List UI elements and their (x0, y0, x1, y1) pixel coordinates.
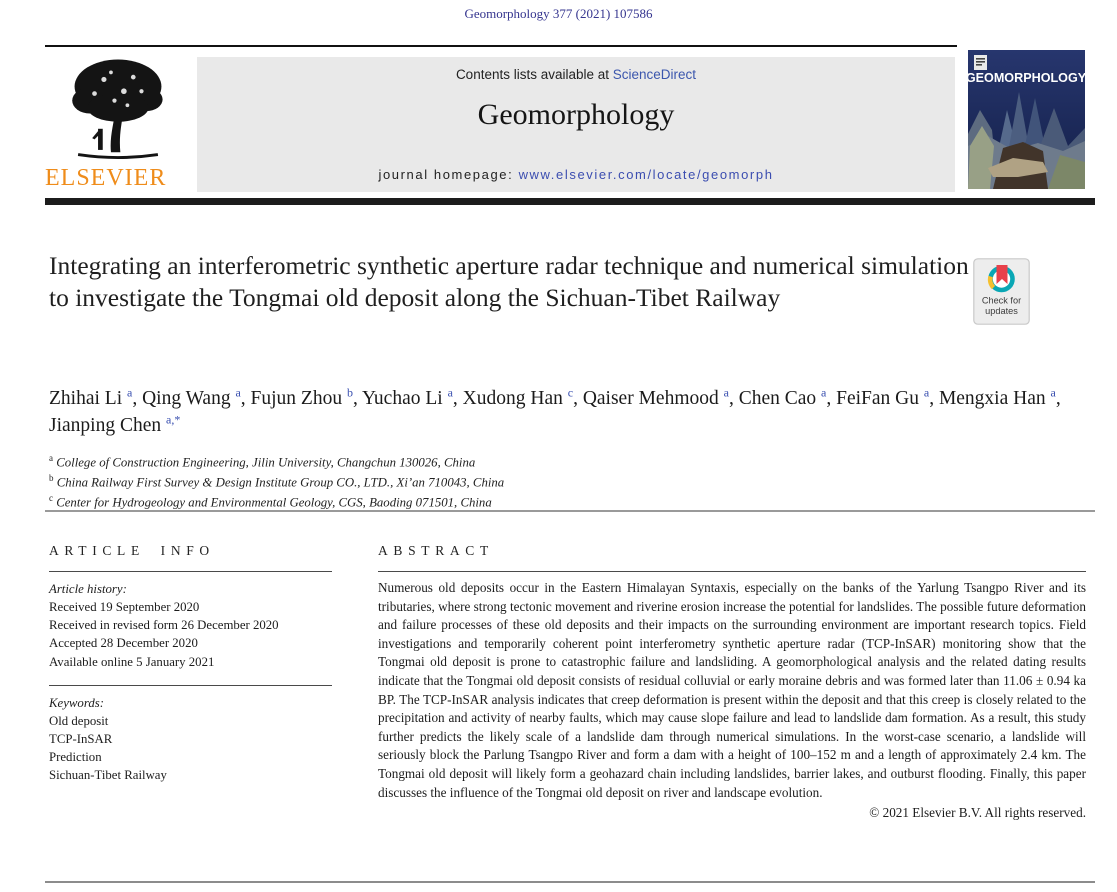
journal-citation: Geomorphology 377 (2021) 107586 (464, 6, 653, 21)
homepage-prefix: journal homepage: (378, 167, 519, 182)
abstract-rule (378, 571, 1086, 572)
author: FeiFan Gu $^a$, (836, 385, 939, 409)
elsevier-wordmark: ELSEVIER (45, 165, 167, 191)
article-title: Integrating an interferometric synthetic aperture radar technique and numerical simulation to investigate the Tongmai old deposit along the Sichuan-Tibet Railway (49, 251, 969, 313)
journal-cover-thumbnail (968, 50, 1085, 189)
article-info-section (49, 543, 332, 785)
history-line: Accepted 28 December 2020 (49, 636, 198, 651)
journal-banner (197, 57, 955, 192)
keywords-label: Keywords: (49, 695, 104, 710)
author-list (49, 384, 1094, 440)
author: Qing Wang $^a$, (142, 385, 251, 409)
footer-rule (45, 881, 1095, 883)
history-label: Article history: (49, 582, 127, 596)
author: Mengxia Han $^a$, (938, 385, 1061, 409)
keyword: Old deposit (49, 713, 109, 728)
elsevier-tree-icon (59, 56, 177, 164)
article-info-heading: ARTICLE INFO (49, 543, 215, 558)
author: Zhihai Li $^a$, (49, 385, 143, 409)
journal-name: Geomorphology (477, 98, 675, 131)
abstract-section (378, 543, 1086, 821)
abstract-heading: ABSTRACT (378, 543, 494, 558)
keyword: Sichuan-Tibet Railway (49, 768, 167, 783)
article-info-rule (49, 571, 332, 572)
homepage-line (197, 167, 955, 182)
affiliation-list (49, 452, 949, 512)
history-line: Received in revised form 26 December 2020 (49, 618, 279, 633)
author: Chen Cao $^a$, (738, 385, 837, 409)
elsevier-logo (45, 56, 195, 192)
contents-line (197, 67, 955, 82)
homepage-link[interactable]: www.elsevier.com/locate/geomorph (518, 167, 774, 182)
header-top-rule (45, 45, 957, 47)
svg-text:GEOMORPHOLOGY: GEOMORPHOLOGY (968, 71, 1085, 85)
affiliation: $^b$ China Railway First Survey & Design Institute Group CO., LTD., Xi’an 710043, China (49, 472, 505, 490)
affiliation: $^a$ College of Construction Engineering, Jilin University, Changchun 130026, China (49, 453, 476, 470)
contents-prefix: Contents lists available at (455, 67, 613, 82)
keyword: Prediction (49, 750, 102, 765)
sciencedirect-link[interactable]: ScienceDirect (612, 67, 697, 82)
history-line: Available online 5 January 2021 (49, 654, 215, 669)
svg-text:updates: updates (985, 306, 1018, 316)
author: Fujun Zhou $^b$, (250, 385, 363, 409)
author: Jianping Chen $^{a,*}$ (49, 412, 181, 437)
header-bottom-rule (45, 198, 1095, 205)
abstract-text: Numerous old deposits occur in the Eastern Himalayan Syntaxis, especially on the banks of the Yarlung Tsangpo River and its tributaries, where strong tectonic movement and riverine erosion increase the potential for landslides. The possible future deformation and failure processes of these old deposits and their impacts on the surrounding environment are important research topics. Field investigations and temporarily coherent point interferometry synthetic aperture radar (TCP-InSAR) monitoring show that the Tongmai old deposit is prone to catastrophic failure and landsliding. A geomorphological analysis and the related dating results indicate that the Tongmai old deposit consists of residual colluvial or early moraine debris and was formed later than 11.06 ± 0.94 ka BP. The TCP-InSAR analysis indicates that creep deformation is present within the deposit and that this creep is closely related to the precipitation and activity of nearby faults, which may cause slope failure and lead to landslide dam formation. As a result, this study further predicts the likely scale of a landslide dam through numerical simulations. In the worst-case scenario, a landslide will seriously block the Parlung Tsangpo River and form a dam with a height of 100–152 m and a length of approximately 2.4 km. The Tongmai old deposit will likely form a geohazard chain including landslides, barrier lakes, and outburst flooding. Finally, this paper discusses the influence of the Tongmai old deposit on river and landscape evolution. (378, 580, 1086, 800)
copyright-notice: © 2021 Elsevier B.V. All rights reserved. (869, 805, 1086, 821)
history-line: Received 19 September 2020 (49, 600, 200, 615)
check-updates-icon (973, 258, 1030, 325)
svg-text:Check for: Check for (981, 295, 1022, 306)
journal-cover-icon (968, 50, 1085, 189)
section-divider-rule (45, 510, 1095, 512)
check-for-updates-button[interactable] (973, 258, 1030, 325)
keyword: TCP-InSAR (49, 732, 113, 747)
author: Xudong Han $^c$, (462, 385, 583, 409)
affiliation: $^c$ Center for Hydrogeology and Environmental Geology, CGS, Baoding 071501, China (49, 492, 492, 510)
author: Qaiser Mehmood $^a$, (582, 385, 739, 409)
author: Yuchao Li $^a$, (362, 385, 463, 409)
keywords-rule (49, 685, 332, 686)
